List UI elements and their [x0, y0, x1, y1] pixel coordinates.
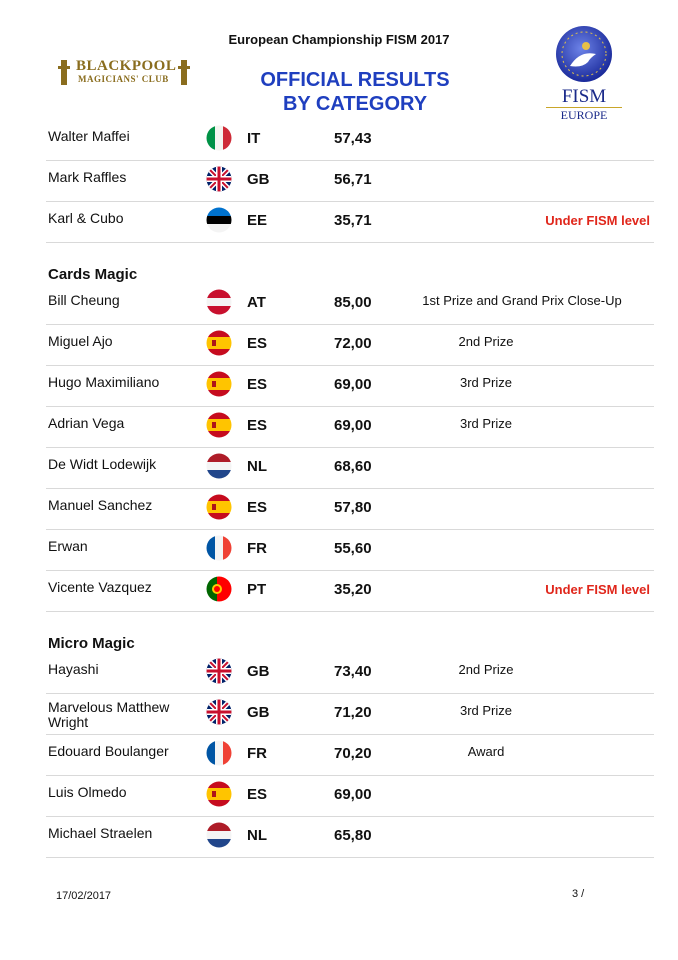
- competitor-name: Marvelous Matthew Wright: [48, 699, 170, 730]
- country-code: GB: [247, 704, 270, 721]
- score: 55,60: [334, 540, 372, 557]
- nl-flag-icon: [206, 453, 232, 479]
- es-flag-icon: [206, 494, 232, 520]
- result-row: [46, 283, 654, 325]
- event-title: European Championship FISM 2017: [228, 32, 450, 47]
- award: 3rd Prize: [459, 416, 513, 431]
- result-row: [46, 119, 654, 161]
- pt-flag-icon: [206, 576, 232, 602]
- score: 73,40: [334, 663, 372, 680]
- es-flag-icon: [206, 371, 232, 397]
- result-row: [46, 160, 654, 202]
- gb-flag-icon: [206, 699, 232, 725]
- page-title: OFFICIAL RESULTS BY CATEGORY: [260, 69, 450, 115]
- result-row: [46, 693, 654, 735]
- magician-figure-icon: [54, 58, 74, 88]
- competitor-name: Mark Raffles: [48, 169, 127, 185]
- country-code: ES: [247, 376, 268, 393]
- country-code: FR: [247, 745, 267, 762]
- result-row: [46, 775, 654, 817]
- competitor-name: Walter Maffei: [48, 128, 130, 144]
- result-row: [46, 447, 654, 489]
- ee-flag-icon: [206, 207, 232, 233]
- country-code: NL: [247, 458, 267, 475]
- page-number: 3 /: [572, 888, 585, 900]
- competitor-name: Miguel Ajo: [48, 333, 113, 349]
- award: Award: [467, 744, 505, 759]
- competitor-name: Michael Straelen: [48, 825, 153, 841]
- score: 57,43: [334, 130, 372, 147]
- result-row: [46, 570, 654, 612]
- result-row: [46, 816, 654, 858]
- fism-europe-logo: FISM EUROPE: [536, 24, 632, 124]
- score: 35,71: [334, 212, 372, 229]
- score: 35,20: [334, 581, 372, 598]
- country-code: FR: [247, 540, 267, 557]
- country-code: ES: [247, 786, 268, 803]
- score: 71,20: [334, 704, 372, 721]
- country-code: IT: [247, 130, 261, 147]
- country-code: PT: [247, 581, 267, 598]
- competitor-name: Edouard Boulanger: [48, 743, 169, 759]
- country-code: EE: [247, 212, 268, 229]
- score: 69,00: [334, 417, 372, 434]
- award: 2nd Prize: [458, 334, 514, 349]
- award: 3rd Prize: [459, 703, 513, 718]
- gb-flag-icon: [206, 166, 232, 192]
- competitor-name: Hugo Maximiliano: [48, 374, 160, 390]
- at-flag-icon: [206, 289, 232, 315]
- result-row: [46, 406, 654, 448]
- fr-flag-icon: [206, 535, 232, 561]
- competitor-name: Vicente Vazquez: [48, 579, 152, 595]
- es-flag-icon: [206, 330, 232, 356]
- score: 69,00: [334, 786, 372, 803]
- score: 69,00: [334, 376, 372, 393]
- competitor-name: De Widt Lodewijk: [48, 456, 157, 472]
- es-flag-icon: [206, 781, 232, 807]
- result-row: [46, 488, 654, 530]
- result-row: [46, 365, 654, 407]
- nl-flag-icon: [206, 822, 232, 848]
- footer-date: 17/02/2017: [56, 890, 112, 902]
- country-code: ES: [247, 335, 268, 352]
- magician-figure-icon: [174, 58, 194, 88]
- result-row: [46, 652, 654, 694]
- competitor-name: Hayashi: [48, 661, 99, 677]
- result-row: [46, 734, 654, 776]
- competitor-name: Karl & Cubo: [48, 210, 124, 226]
- blackpool-club-logo: BLACKPOOL MAGICIANS' CLUB: [54, 58, 194, 90]
- country-code: ES: [247, 417, 268, 434]
- award: 1st Prize and Grand Prix Close-Up: [422, 293, 622, 308]
- gb-flag-icon: [206, 658, 232, 684]
- fr-flag-icon: [206, 740, 232, 766]
- competitor-name: Erwan: [48, 538, 88, 554]
- it-flag-icon: [206, 125, 232, 151]
- score: 72,00: [334, 335, 372, 352]
- result-row: [46, 324, 654, 366]
- result-row: [46, 201, 654, 243]
- country-code: ES: [247, 499, 268, 516]
- score: 68,60: [334, 458, 372, 475]
- score: 57,80: [334, 499, 372, 516]
- competitor-name: Adrian Vega: [48, 415, 125, 431]
- award: 3rd Prize: [459, 375, 513, 390]
- globe-hand-icon: [536, 24, 632, 86]
- category-heading-micro-magic: Micro Magic: [48, 635, 135, 652]
- category-heading-cards-magic: Cards Magic: [48, 266, 138, 283]
- competitor-name: Bill Cheung: [48, 292, 120, 308]
- es-flag-icon: [206, 412, 232, 438]
- country-code: GB: [247, 171, 270, 188]
- country-code: AT: [247, 294, 266, 311]
- award: 2nd Prize: [458, 662, 514, 677]
- score: 56,71: [334, 171, 372, 188]
- score: 85,00: [334, 294, 372, 311]
- competitor-name: Luis Olmedo: [48, 784, 127, 800]
- country-code: NL: [247, 827, 267, 844]
- score: 65,80: [334, 827, 372, 844]
- under-fism-level-note: Under FISM level: [545, 213, 650, 228]
- result-row: [46, 529, 654, 571]
- country-code: GB: [247, 663, 270, 680]
- under-fism-level-note: Under FISM level: [545, 582, 650, 597]
- competitor-name: Manuel Sanchez: [48, 497, 153, 513]
- score: 70,20: [334, 745, 372, 762]
